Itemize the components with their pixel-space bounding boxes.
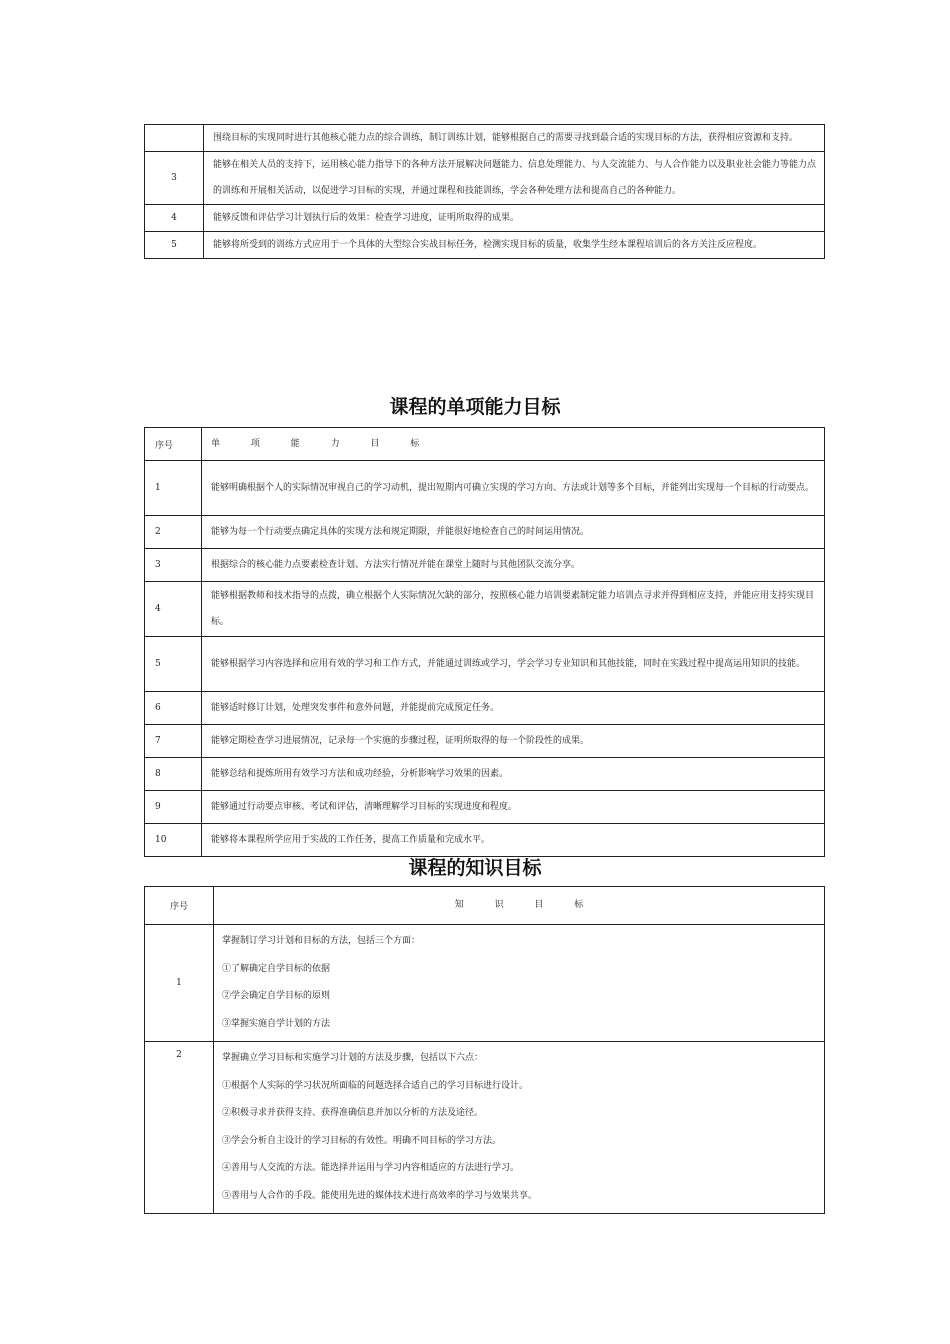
header-num: 序号 bbox=[145, 887, 214, 925]
row-text: 能够通过行动要点审核、考试和评估，清晰理解学习目标的实现进度和程度。 bbox=[202, 791, 825, 824]
row-number: 9 bbox=[145, 791, 202, 824]
row-number: 8 bbox=[145, 758, 202, 791]
row-text: 能够根据学习内容选择和应用有效的学习和工作方式，并能通过训练或学习，学会学习专业知识和其他技能，同时在实践过程中提高运用知识的技能。 bbox=[202, 637, 825, 692]
row-text: 能够根据教师和技术指导的点拨，确立根据个人实际情况欠缺的部分，按照核心能力培训要素制定能力培训点寻求并得到相应支持，并能应用支持实现目标。 bbox=[202, 582, 825, 637]
text-line: 掌握制订学习计划和目标的方法，包括三个方面： bbox=[222, 936, 421, 946]
row-text bbox=[214, 1042, 825, 1214]
row-text: 围绕目标的实现同时进行其他核心能力点的综合训练，制订训练计划，能够根据自己的需要寻找到最合适的实现目标的方法，获得相应资源和支持。 bbox=[204, 125, 825, 152]
text-line: 掌握确立学习目标和实施学习计划的方法及步骤，包括以下六点： bbox=[222, 1053, 484, 1063]
text-line: ③掌握实施自学计划的方法 bbox=[222, 1018, 331, 1029]
text-line: ①根据个人实际的学习状况所面临的问题选择合适自己的学习目标进行设计。 bbox=[222, 1080, 529, 1091]
row-number: 1 bbox=[145, 461, 202, 516]
knowledge-goals-title: 课程的知识目标 bbox=[408, 857, 542, 879]
row-text: 能够明确根据个人的实际情况审视自己的学习动机，提出短期内可确立实现的学习方向、方法或计划等多个目标，并能列出实现每一个目标的行动要点。 bbox=[202, 461, 825, 516]
text-line: ②积极寻求并获得支持、获得准确信息并加以分析的方法及途径。 bbox=[222, 1108, 484, 1118]
text-line: ⑤善用与人合作的手段。能使用先进的媒体技术进行高效率的学习与效果共享。 bbox=[222, 1190, 538, 1201]
row-number bbox=[145, 125, 204, 152]
header-num: 序号 bbox=[145, 428, 202, 461]
header-text: 单 项 能 力 目 标 bbox=[202, 428, 825, 461]
row-text: 能够总结和提炼所用有效学习方法和成功经验，分析影响学习效果的因素。 bbox=[202, 758, 825, 791]
text-line: ①了解确定自学目标的依据 bbox=[222, 963, 331, 974]
row-number: 6 bbox=[145, 692, 202, 725]
row-number: 7 bbox=[145, 725, 202, 758]
row-text: 根据综合的核心能力点要素检查计划、方法实行情况并能在课堂上随时与其他团队交流分享。 bbox=[202, 549, 825, 582]
row-number: 10 bbox=[145, 824, 202, 857]
continued-table bbox=[144, 124, 825, 259]
row-text: 能够反馈和评估学习计划执行后的效果：检查学习进度，证明所取得的成果。 bbox=[204, 205, 825, 232]
row-number: 1 bbox=[145, 925, 214, 1042]
row-number: 4 bbox=[145, 582, 202, 637]
row-number: 4 bbox=[145, 205, 204, 232]
text-line: ④善用与人交流的方法。能选择并运用与学习内容相适应的方法进行学习。 bbox=[222, 1163, 520, 1173]
header-text: 知 识 目 标 bbox=[214, 887, 825, 925]
row-number: 5 bbox=[145, 232, 204, 259]
row-text: 能够定期检查学习进展情况，记录每一个实施的步骤过程，证明所取得的每一个阶段性的成果。 bbox=[202, 725, 825, 758]
row-text: 能够将本课程所学应用于实战的工作任务，提高工作质量和完成水平。 bbox=[202, 824, 825, 857]
row-text: 能够适时修订计划，处理突发事件和意外问题，并能提前完成预定任务。 bbox=[202, 692, 825, 725]
row-text bbox=[214, 925, 825, 1042]
row-number: 5 bbox=[145, 637, 202, 692]
row-text: 能够将所受到的训练方式应用于一个具体的大型综合实战目标任务，检测实现目标的质量，收集学生经本课程培训后的各方关注反应程度。 bbox=[204, 232, 825, 259]
row-number: 2 bbox=[145, 516, 202, 549]
knowledge-goals-table bbox=[144, 886, 825, 1214]
ability-goals-title: 课程的单项能力目标 bbox=[389, 396, 561, 418]
row-number: 2 bbox=[145, 1042, 214, 1214]
row-text: 能够在相关人员的支持下，运用核心能力指导下的各种方法开展解决问题能力、信息处理能力、与人交流能力、与人合作能力以及职业社会能力等能力点的训练和开展相关活动，以促进学习目标的实现，并通过课程和技能训练，学会各种处理方法和提高自己的各种能力。 bbox=[204, 152, 825, 205]
text-line: ②学会确定自学目标的原则 bbox=[222, 991, 331, 1001]
row-number: 3 bbox=[145, 549, 202, 582]
row-text: 能够为每一个行动要点确定具体的实现方法和规定期限，并能很好地检查自己的时间运用情况。 bbox=[202, 516, 825, 549]
row-number: 3 bbox=[145, 152, 204, 205]
text-line: ③学会分析自主设计的学习目标的有效性。明确不同目标的学习方法。 bbox=[222, 1135, 502, 1146]
ability-goals-table bbox=[144, 427, 825, 857]
